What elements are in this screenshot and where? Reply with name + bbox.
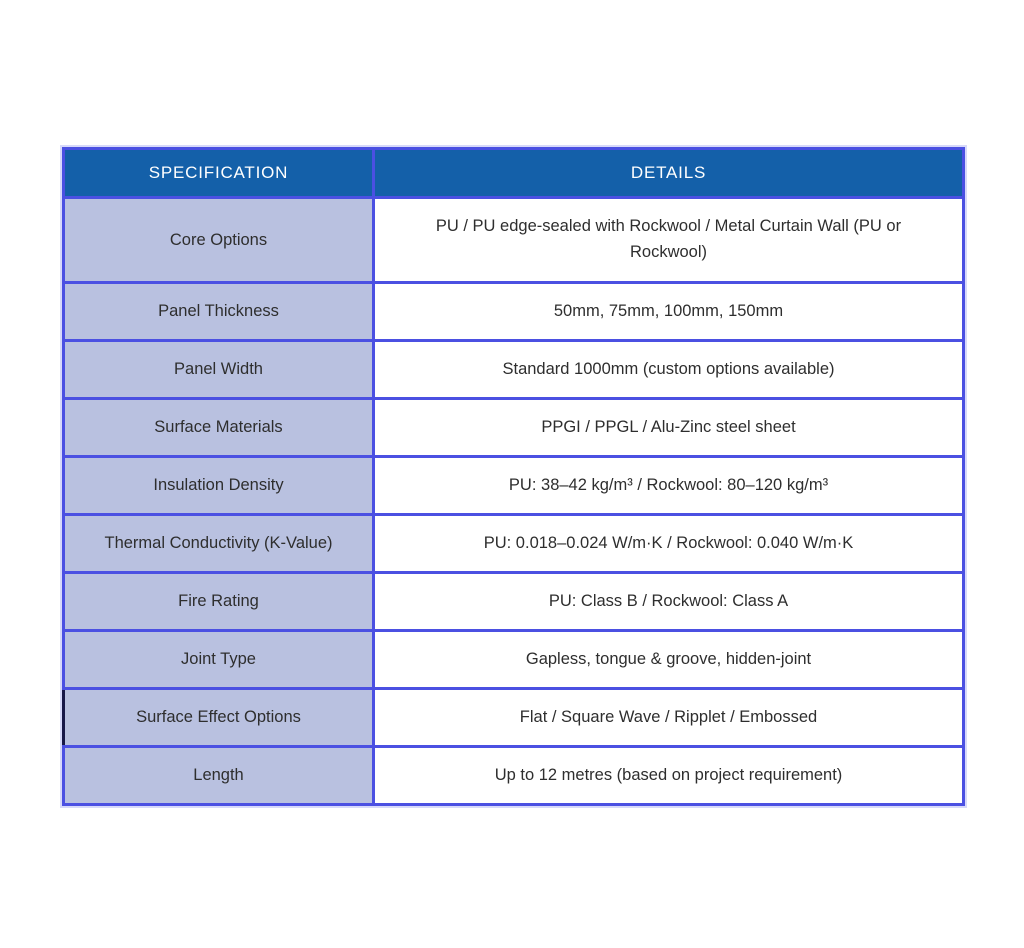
spec-cell: Thermal Conductivity (K-Value) xyxy=(64,515,374,573)
details-text: Standard 1000mm (custom options available) xyxy=(502,359,835,378)
spec-cell: Panel Width xyxy=(64,341,374,399)
spec-cell: Surface Effect Options xyxy=(64,689,374,747)
spec-cell: Surface Materials xyxy=(64,399,374,457)
table-row-insulation-density xyxy=(64,457,964,515)
table-header xyxy=(64,149,964,198)
details-text: PU: 38–42 kg/m³ / Rockwool: 80–120 kg/m³ xyxy=(508,475,829,494)
details-cell xyxy=(374,283,964,341)
details-text: Up to 12 metres (based on project requirement) xyxy=(494,765,843,784)
table-row-thermal-conductivity xyxy=(64,515,964,573)
details-cell xyxy=(374,198,964,283)
spec-cell: Fire Rating xyxy=(64,573,374,631)
details-text: PU: 0.018–0.024 W/m·K / Rockwool: 0.040 W/m·K xyxy=(483,533,854,552)
details-text: PU: Class B / Rockwool: Class A xyxy=(548,591,789,610)
spec-cell: Panel Thickness xyxy=(64,283,374,341)
details-text: Flat / Square Wave / Ripplet / Embossed xyxy=(519,707,818,726)
table-row-panel-thickness xyxy=(64,283,964,341)
details-cell xyxy=(374,573,964,631)
table-body xyxy=(64,198,964,805)
details-cell xyxy=(374,689,964,747)
details-text: PU / PU edge-sealed with Rockwool / Metal Curtain Wall (PU or Rockwool) xyxy=(435,217,902,261)
details-cell xyxy=(374,399,964,457)
column-header-specification: SPECIFICATION xyxy=(64,149,374,198)
table-row-fire-rating xyxy=(64,573,964,631)
header-row xyxy=(64,149,964,198)
spec-cell: Insulation Density xyxy=(64,457,374,515)
table-row-surface-materials xyxy=(64,399,964,457)
table-row-core-options xyxy=(64,198,964,283)
column-header-details: DETAILS xyxy=(374,149,964,198)
table-row-length xyxy=(64,747,964,805)
details-cell xyxy=(374,747,964,805)
table-row-joint-type xyxy=(64,631,964,689)
details-cell xyxy=(374,631,964,689)
details-cell xyxy=(374,457,964,515)
details-text: 50mm, 75mm, 100mm, 150mm xyxy=(553,301,784,320)
details-text: PPGI / PPGL / Alu-Zinc steel sheet xyxy=(541,417,796,436)
details-text: Gapless, tongue & groove, hidden-joint xyxy=(525,649,812,668)
details-cell xyxy=(374,515,964,573)
spec-cell: Length xyxy=(64,747,374,805)
specification-table xyxy=(62,147,965,806)
table-row-panel-width xyxy=(64,341,964,399)
spec-cell: Core Options xyxy=(64,198,374,283)
spec-cell: Joint Type xyxy=(64,631,374,689)
details-cell xyxy=(374,341,964,399)
table-row-surface-effect-options xyxy=(64,689,964,747)
